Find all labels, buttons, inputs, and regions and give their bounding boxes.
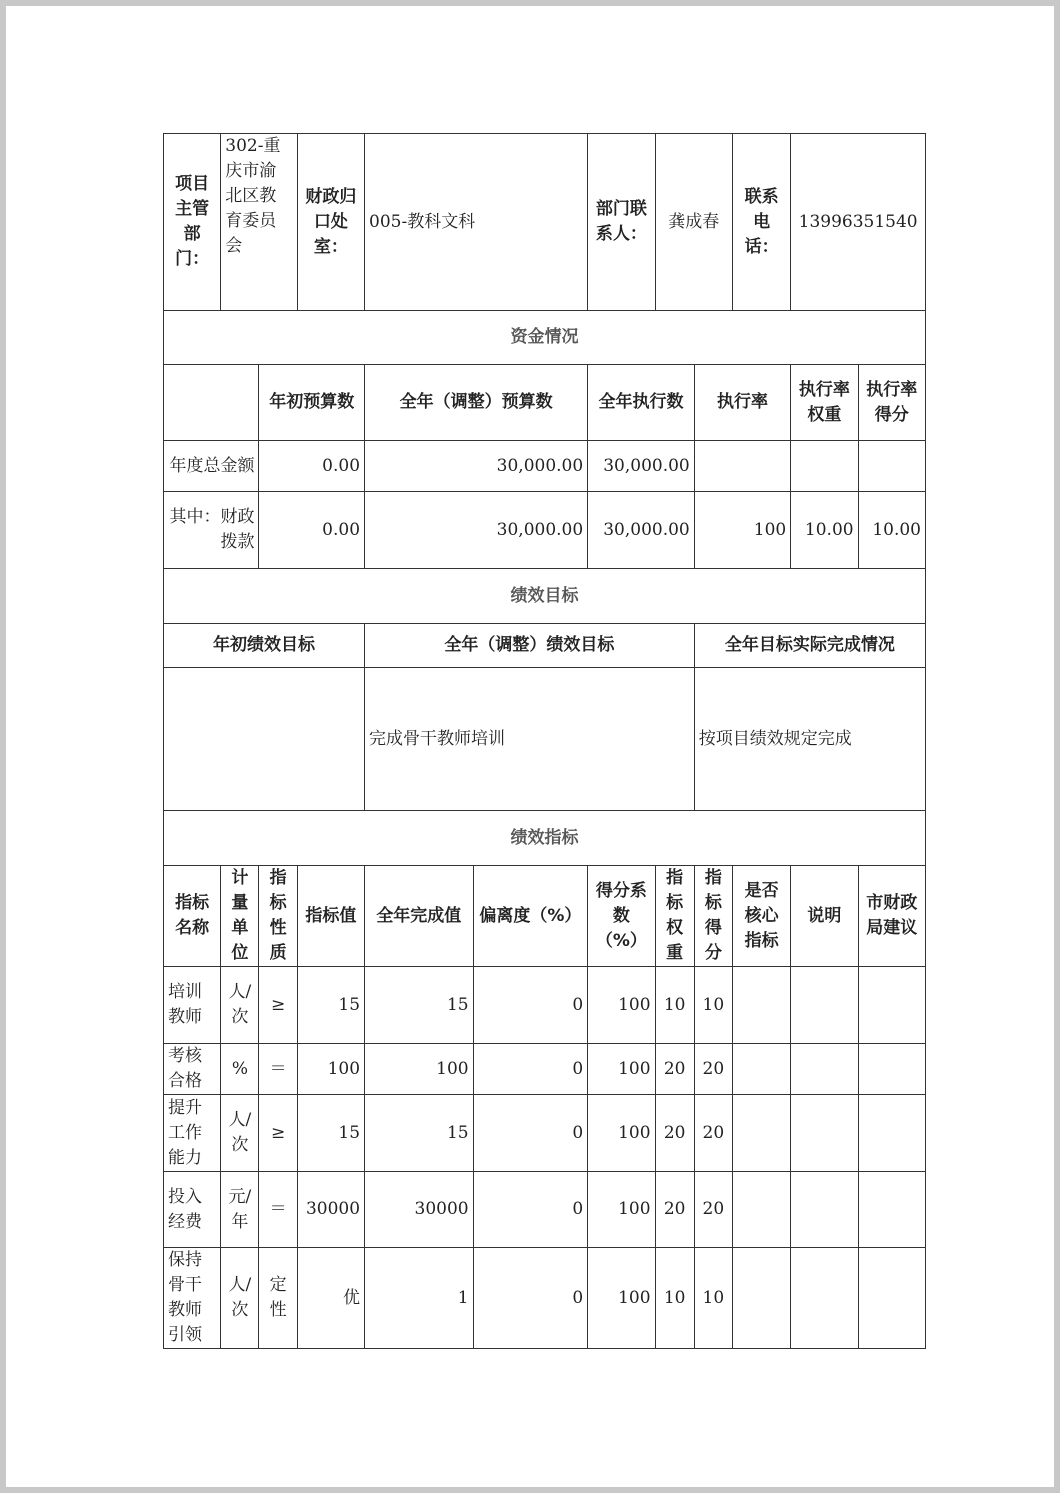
ind-advice <box>858 1172 925 1248</box>
indicator-row <box>164 967 926 1044</box>
ind-target: 100 <box>297 1044 364 1095</box>
ind-note <box>791 1044 858 1095</box>
ind-target: 15 <box>297 967 364 1044</box>
ind-advice <box>858 967 925 1044</box>
ind-deviation: 0 <box>473 1095 588 1172</box>
ind-coef: 100 <box>588 1248 655 1349</box>
funding-score: 10.00 <box>858 492 925 569</box>
indicators-section-title: 绩效指标 <box>164 811 926 866</box>
ind-col-completed: 全年完成值 <box>365 866 474 967</box>
goals-initial <box>164 668 365 811</box>
funding-initial: 0.00 <box>259 441 365 492</box>
ind-unit: 人/次 <box>221 967 259 1044</box>
ind-deviation: 0 <box>473 1044 588 1095</box>
ind-nature: ≥ <box>259 967 297 1044</box>
ind-unit: 人/次 <box>221 1248 259 1349</box>
funding-col-rate: 执行率 <box>694 365 790 441</box>
ind-weight: 20 <box>655 1095 694 1172</box>
ind-deviation: 0 <box>473 1248 588 1349</box>
ind-unit: 人/次 <box>221 1095 259 1172</box>
funding-weight <box>791 441 858 492</box>
funding-col-initial: 年初预算数 <box>259 365 365 441</box>
ind-weight: 10 <box>655 1248 694 1349</box>
funding-initial: 0.00 <box>259 492 365 569</box>
ind-score: 20 <box>694 1172 732 1248</box>
funding-header-row <box>164 365 926 441</box>
ind-coef: 100 <box>588 967 655 1044</box>
indicator-row <box>164 1095 926 1172</box>
funding-row-fiscal <box>164 492 926 569</box>
ind-col-target: 指标值 <box>297 866 364 967</box>
ind-coef: 100 <box>588 1044 655 1095</box>
ind-col-name: 指标名称 <box>164 866 221 967</box>
goals-adjusted: 完成骨干教师培训 <box>365 668 695 811</box>
ind-advice <box>858 1248 925 1349</box>
ind-weight: 10 <box>655 967 694 1044</box>
contact-value: 龚成春 <box>655 134 732 311</box>
funding-col-adjusted: 全年（调整）预算数 <box>365 365 588 441</box>
ind-note <box>791 967 858 1044</box>
ind-completed: 100 <box>365 1044 474 1095</box>
funding-executed: 30,000.00 <box>588 492 695 569</box>
ind-core <box>732 1248 790 1349</box>
ind-target: 30000 <box>297 1172 364 1248</box>
indicator-row <box>164 1248 926 1349</box>
ind-core <box>732 1095 790 1172</box>
goals-col-adjusted: 全年（调整）绩效目标 <box>365 624 695 668</box>
ind-score: 20 <box>694 1044 732 1095</box>
goals-content-row <box>164 668 926 811</box>
funding-score <box>858 441 925 492</box>
goals-section-title: 绩效目标 <box>164 569 926 624</box>
ind-unit: 元/年 <box>221 1172 259 1248</box>
ind-completed: 15 <box>365 967 474 1044</box>
ind-name: 考核合格 <box>164 1044 221 1095</box>
ind-name: 保持骨干教师引领 <box>164 1248 221 1349</box>
goals-col-initial: 年初绩效目标 <box>164 624 365 668</box>
indicator-row <box>164 1172 926 1248</box>
funding-rate <box>694 441 790 492</box>
ind-name: 培训教师 <box>164 967 221 1044</box>
dept-value: 302-重庆市渝北区教育委员会 <box>221 134 297 311</box>
funding-row-label: 其中：财政拨款 <box>164 492 259 569</box>
ind-target: 15 <box>297 1095 364 1172</box>
ind-score: 10 <box>694 967 732 1044</box>
goals-actual: 按项目绩效规定完成 <box>694 668 925 811</box>
ind-col-weight: 指标权重 <box>655 866 694 967</box>
ind-core <box>732 1044 790 1095</box>
ind-col-core: 是否核心指标 <box>732 866 790 967</box>
ind-note <box>791 1095 858 1172</box>
office-value: 005-教科文科 <box>365 134 588 311</box>
funding-col-executed: 全年执行数 <box>588 365 695 441</box>
ind-col-unit: 计量单位 <box>221 866 259 967</box>
ind-weight: 20 <box>655 1172 694 1248</box>
ind-core <box>732 1172 790 1248</box>
ind-weight: 20 <box>655 1044 694 1095</box>
ind-deviation: 0 <box>473 967 588 1044</box>
ind-completed: 30000 <box>365 1172 474 1248</box>
funding-executed: 30,000.00 <box>588 441 695 492</box>
header-row <box>164 134 926 311</box>
ind-nature: ＝ <box>259 1172 297 1248</box>
ind-advice <box>858 1044 925 1095</box>
ind-col-note: 说明 <box>791 866 858 967</box>
goals-col-actual: 全年目标实际完成情况 <box>694 624 925 668</box>
funding-row-total <box>164 441 926 492</box>
funding-adjusted: 30,000.00 <box>365 492 588 569</box>
contact-label: 部门联系人： <box>588 134 655 311</box>
ind-col-deviation: 偏离度（%） <box>473 866 588 967</box>
funding-rate: 100 <box>694 492 790 569</box>
phone-value: 13996351540 <box>791 134 926 311</box>
ind-nature: 定性 <box>259 1248 297 1349</box>
ind-completed: 1 <box>365 1248 474 1349</box>
funding-adjusted: 30,000.00 <box>365 441 588 492</box>
ind-advice <box>858 1095 925 1172</box>
ind-nature: ＝ <box>259 1044 297 1095</box>
ind-note <box>791 1248 858 1349</box>
ind-nature: ≥ <box>259 1095 297 1172</box>
goals-header-row <box>164 624 926 668</box>
phone-label: 联系电话： <box>732 134 790 311</box>
indicators-body <box>164 967 926 1349</box>
ind-col-nature: 指标性质 <box>259 866 297 967</box>
funding-col-score: 执行率得分 <box>858 365 925 441</box>
document-page <box>6 6 1054 1487</box>
ind-core <box>732 967 790 1044</box>
performance-table <box>163 133 926 1349</box>
ind-name: 提升工作能力 <box>164 1095 221 1172</box>
dept-label: 项目主管部门： <box>164 134 221 311</box>
ind-deviation: 0 <box>473 1172 588 1248</box>
ind-completed: 15 <box>365 1095 474 1172</box>
ind-name: 投入经费 <box>164 1172 221 1248</box>
funding-row-label: 年度总金额 <box>164 441 259 492</box>
funding-weight: 10.00 <box>791 492 858 569</box>
ind-target: 优 <box>297 1248 364 1349</box>
ind-score: 20 <box>694 1095 732 1172</box>
funding-section-title: 资金情况 <box>164 311 926 365</box>
office-label: 财政归口处室： <box>297 134 364 311</box>
ind-col-score: 指标得分 <box>694 866 732 967</box>
funding-col-weight: 执行率权重 <box>791 365 858 441</box>
ind-note <box>791 1172 858 1248</box>
ind-unit: % <box>221 1044 259 1095</box>
funding-col-empty <box>164 365 259 441</box>
indicator-row <box>164 1044 926 1095</box>
ind-score: 10 <box>694 1248 732 1349</box>
ind-coef: 100 <box>588 1172 655 1248</box>
ind-coef: 100 <box>588 1095 655 1172</box>
ind-col-advice: 市财政局建议 <box>858 866 925 967</box>
indicators-header-row <box>164 866 926 967</box>
ind-col-coef: 得分系数（%） <box>588 866 655 967</box>
